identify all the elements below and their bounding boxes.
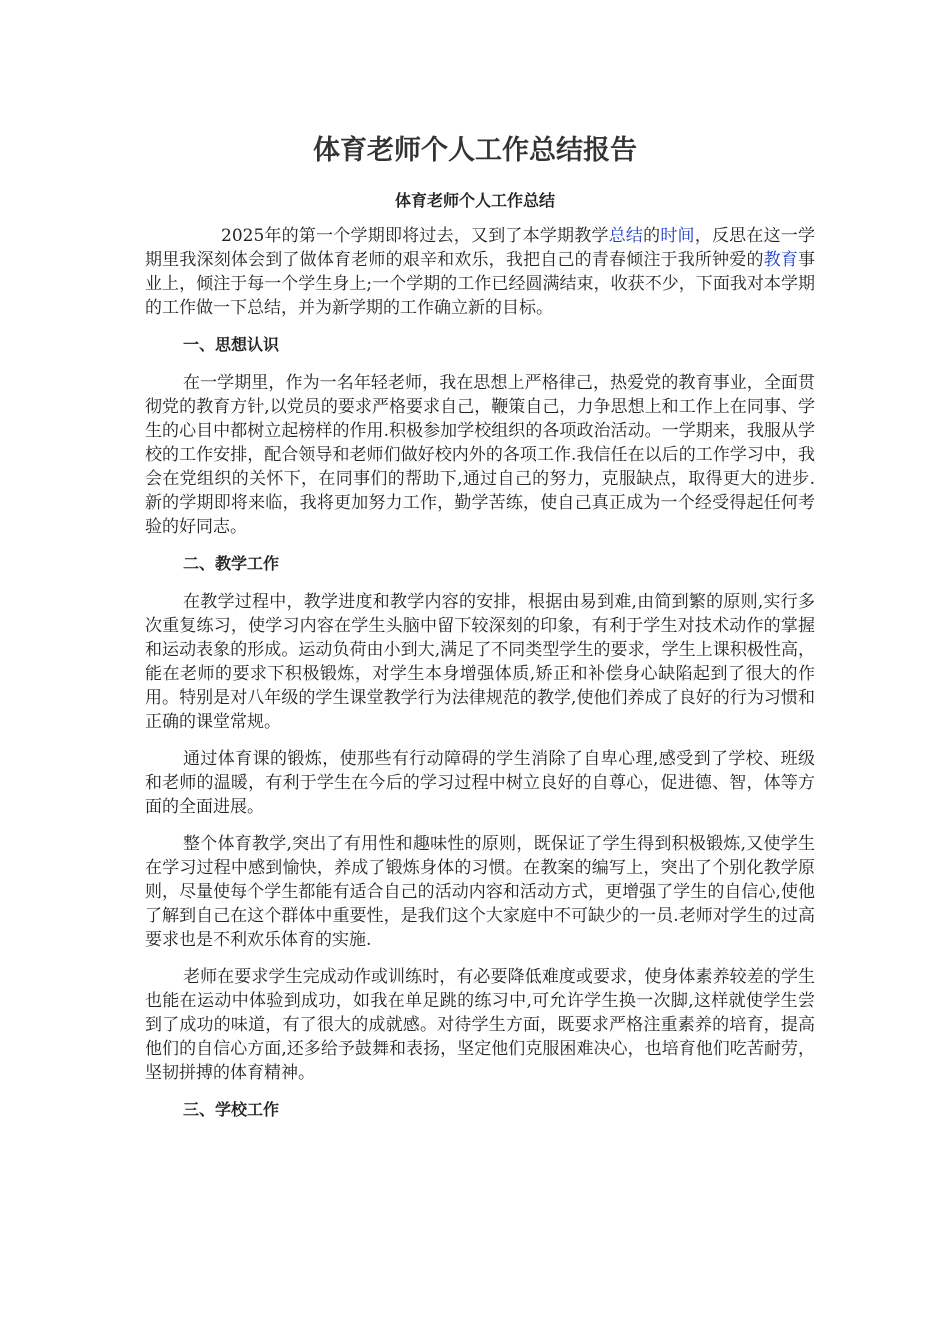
teaching-paragraph-1: 在教学过程中，教学进度和教学内容的安排，根据由易到难,由简到繁的原则,实行多次重复练习，使学习内容在学生头脑中留下较深刻的印象，有利于学生对技术动作的掌握和运动表象的形成。运动负荷由小到大,满足了不同类型学生的要求，学生上课积极性高，能在老师的要求下积极锻炼，对学生本身增强体质,矫正和补偿身心缺陷起到了很大的作用。特别是对八年级的学生课堂教学行为法律规范的教学,使他们养成了良好的行为习惯和正确的课堂常规。 <box>145 592 815 732</box>
link-time[interactable]: 时间 <box>660 226 695 246</box>
teaching-paragraph-3 <box>145 832 815 952</box>
intro-text-4: 事业上，倾注于每一个学生身上;一个学期的工作已经圆满结束，收获不少，下面我对本学期的工作做一下总结，并为新学期的工作确立新的目标。 <box>145 250 816 318</box>
intro-paragraph <box>145 224 815 320</box>
ideology-paragraph: 在一学期里，作为一名年轻老师，我在思想上严格律己，热爱党的教育事业，全面贯彻党的教育方针,以党员的要求严格要求自己，鞭策自己，力争思想上和工作上在同事、学生的心目中都树立起榜样的作用.积极参加学校组织的各项政治活动。一学期来，我服从学校的工作安排，配合领导和老师们做好校内外的各项工作.我信任在以后的工作学习中，我会在党组织的关怀下，在同事们的帮助下,通过自己的努力，克服缺点，取得更大的进步.新的学期即将来临，我将更加努力工作，勤学苦练，使自己真正成为一个经受得起任何考验的好同志。 <box>145 373 815 537</box>
teaching-paragraph-2: 通过体育课的锻炼，使那些有行动障碍的学生消除了自卑心理,感受到了学校、班级和老师的温暖，有利于学生在今后的学习过程中树立良好的自尊心，促进德、智，体等方面的全面进展。 <box>145 749 815 817</box>
section-heading-school: 三、学校工作 <box>183 1100 280 1119</box>
teaching-paragraph-3-text-1: 整个体育教学,突出了有用性和趣味性的原则，既保证了学生得到积极锻炼,又使学生在学习过程中感到愉快，养成了锻炼身体的习惯。在教案的编写上，突出了个别化教学原则，尽量使每个学生都能有适合自己的活动内容和活动方式，更增强了学生的自信心,使他了解到自己在这个群体中重要性，是我们这个大家庭中不可缺少的一员. <box>145 834 815 926</box>
link-summary[interactable]: 总结 <box>608 226 644 246</box>
document-subtitle: 体育老师个人工作总结 <box>394 191 555 210</box>
document-title: 体育老师个人工作总结报告 <box>313 135 637 166</box>
link-education[interactable]: 教育 <box>763 250 799 270</box>
section-heading-ideology: 一、思想认识 <box>183 335 280 354</box>
teaching-paragraph-4: 老师在要求学生完成动作或训练时，有必要降低难度或要求，使身体素养较差的学生也能在运动中体验到成功，如我在单足跳的练习中,可允许学生换一次脚,这样就使学生尝到了成功的味道，有了很大的成就感。对待学生方面，既要求严格注重素养的培育，提高他们的自信心方面,还多给予鼓舞和表扬，坚定他们克服困难决心，也培育他们吃苦耐劳，坚韧拼搏的体育精神。 <box>145 967 815 1083</box>
intro-text-2: 的 <box>643 226 661 246</box>
teaching-paragraph-3-text-2: 老师对学生的过高要求也是不利欢乐体育的实施. <box>145 906 815 950</box>
intro-text-3: ，反思在这一学期里我深刻体会到了做体育老师的艰辛和欢乐，我把自己的青春倾注于我所钟爱的 <box>145 226 816 270</box>
section-heading-teaching: 二、教学工作 <box>183 554 280 573</box>
document-body <box>145 224 815 1136</box>
intro-text-1: 2025年的第一个学期即将过去，又到了本学期教学 <box>221 226 609 246</box>
